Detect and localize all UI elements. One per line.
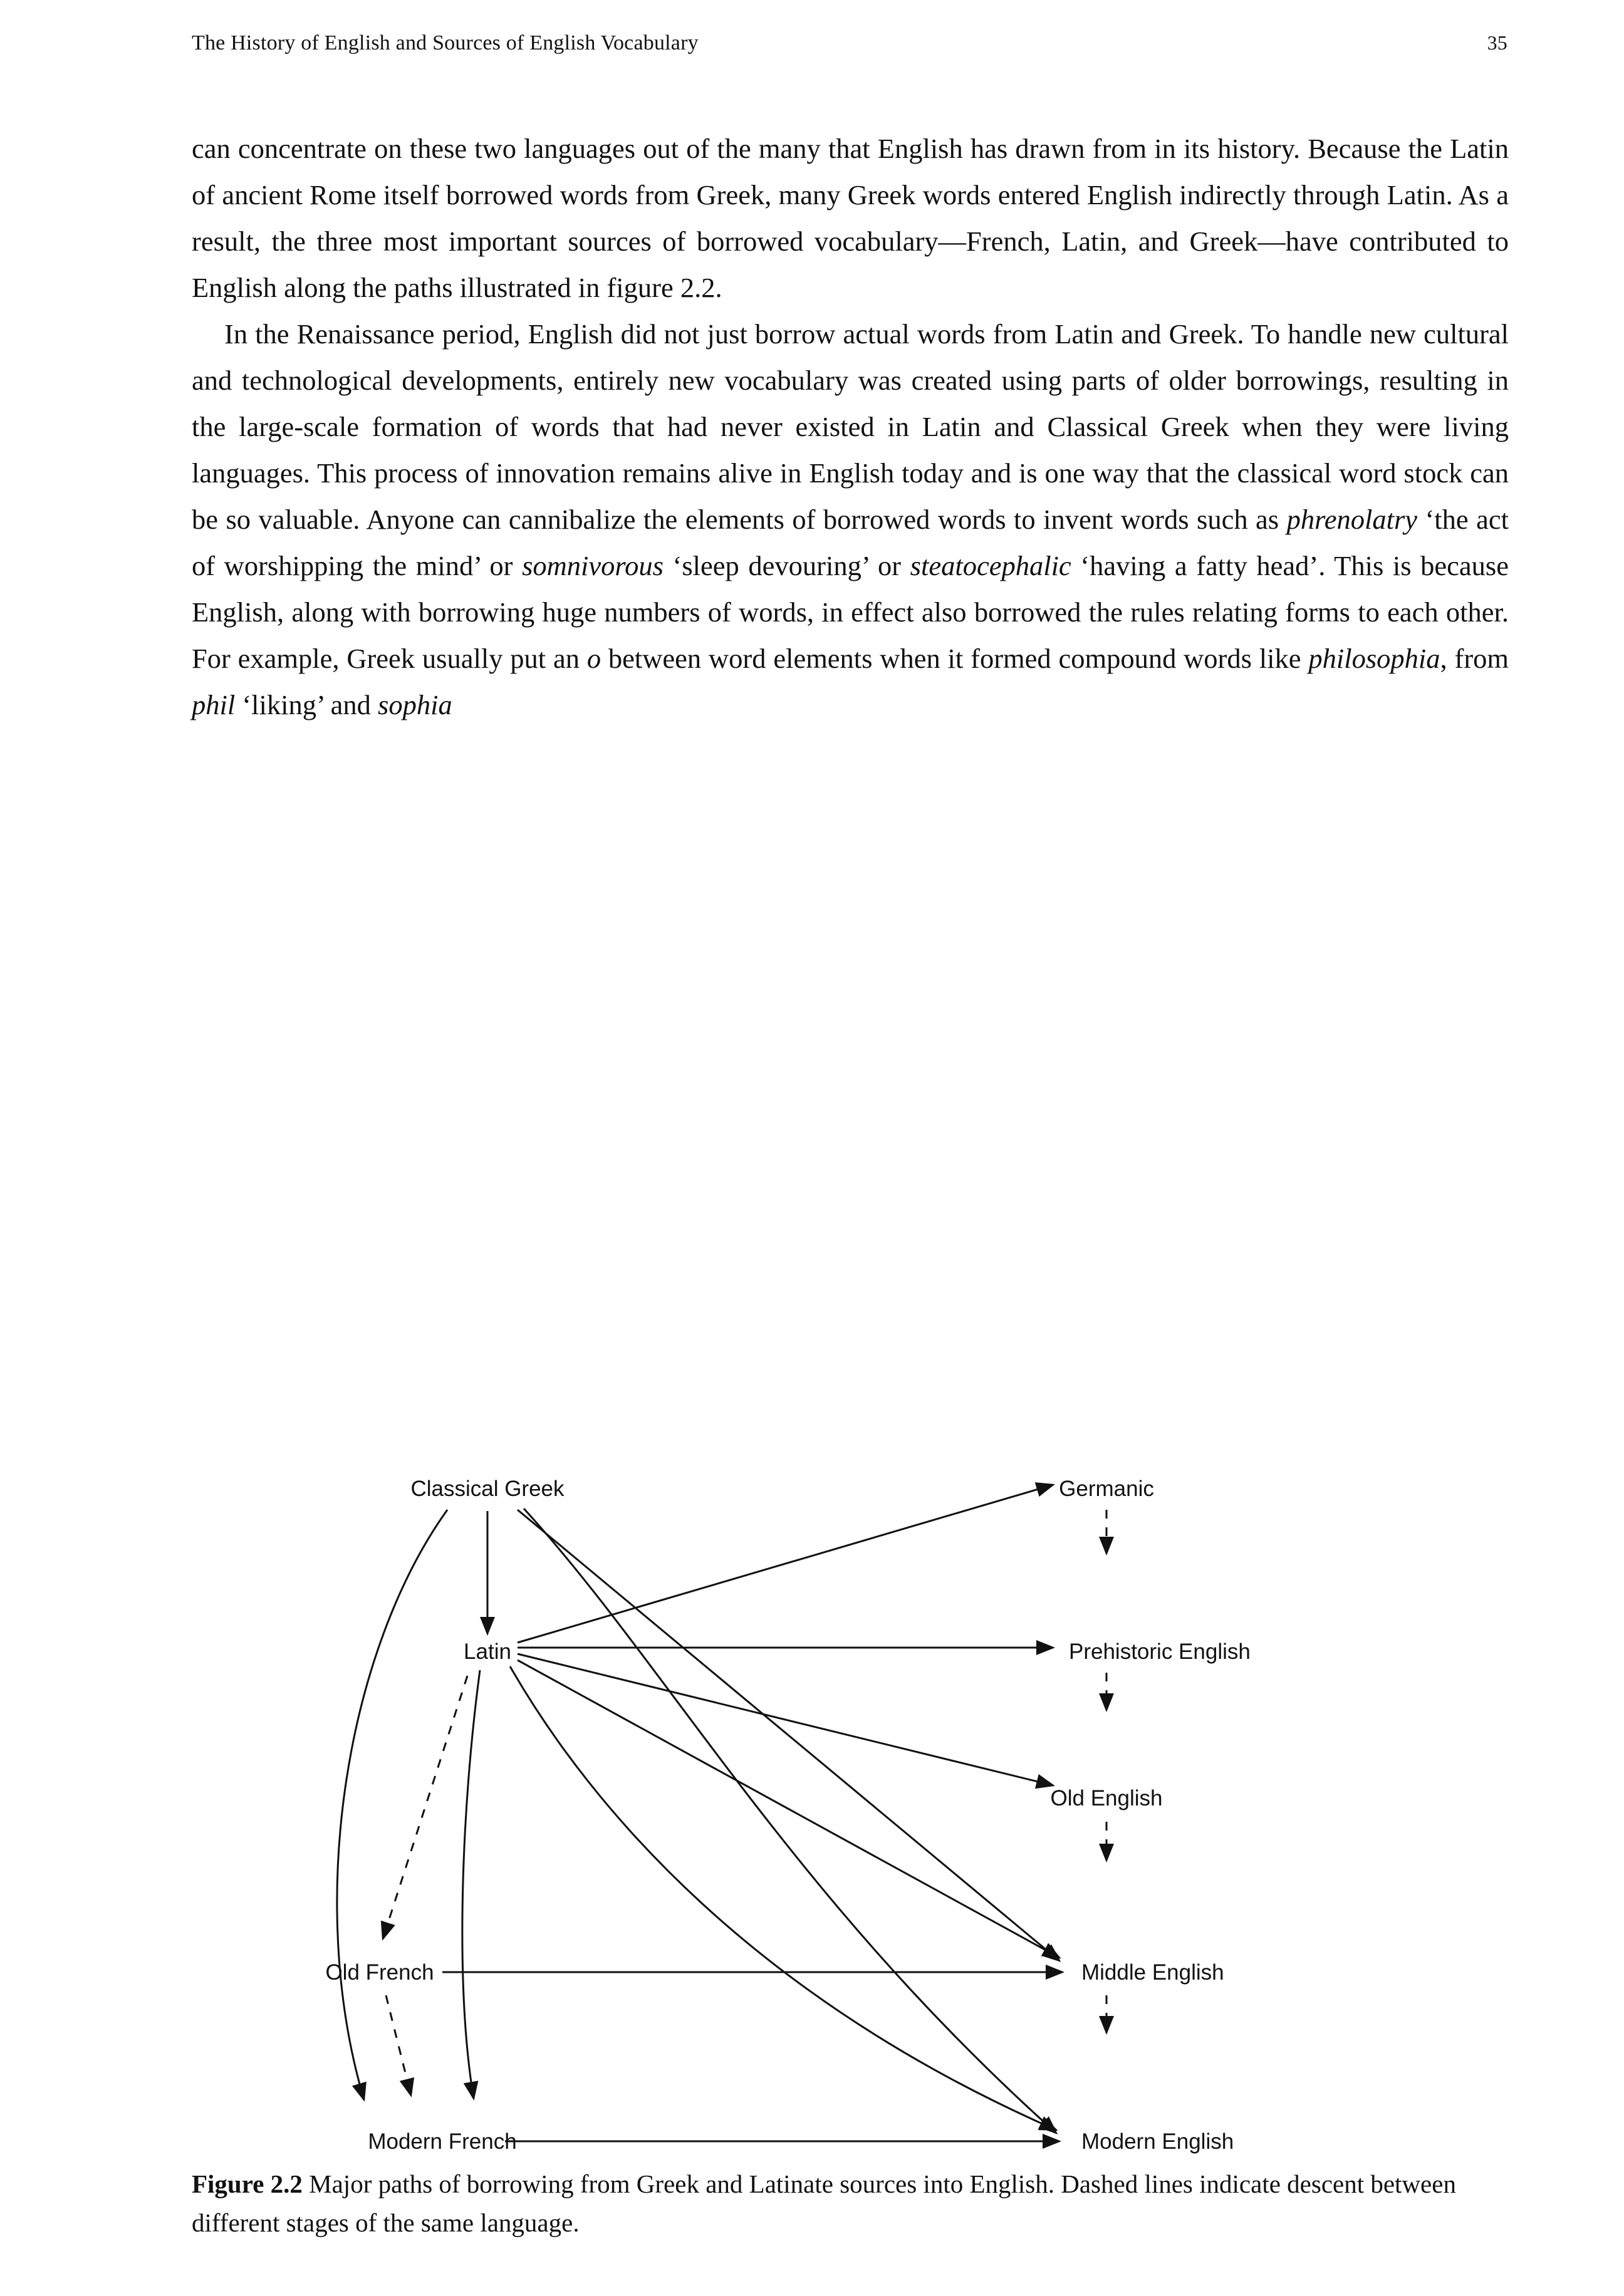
running-head-title: The History of English and Sources of English Vocabulary bbox=[192, 31, 699, 55]
node-label-middle-english: Middle English bbox=[1081, 1960, 1224, 1985]
edge-latin-to-germanic bbox=[518, 1485, 1053, 1643]
figure-diagram bbox=[192, 1460, 1509, 2168]
figure-caption-number: Figure 2.2 bbox=[192, 2169, 303, 2198]
running-head bbox=[192, 31, 1507, 55]
node-label-prehistoric-english: Prehistoric English bbox=[1069, 1639, 1251, 1664]
body-text bbox=[192, 125, 1509, 728]
edge-latin-to-old-french bbox=[383, 1676, 467, 1939]
node-label-classical-greek: Classical Greek bbox=[410, 1477, 565, 1501]
edge-latin-to-modern-english bbox=[510, 1666, 1056, 2130]
paragraph-2: In the Renaissance period, English did not just borrow actual words from Latin and Greek. To handle new cultural and technological developments, entirely new vocabulary was created using parts of older borrowings, resulting in the large-scale formation of words that had never existed in Latin and Classical Greek when they were living languages. This process of innovation remains alive in English today and is one way that the classical word stock can be so valuable. Anyone can cannibalize the elements of borrowed words to invent words such as phrenolatry ‘the act of worshipping the mind’ or somnivorous ‘sleep devouring’ or steatocephalic ‘having a fatty head’. This is because English, along with borrowing huge numbers of words, in effect also borrowed the rules relating forms to each other. For example, Greek usually put an o between word elements when it formed compound words like philosophia, from phil ‘liking’ and sophia bbox=[192, 318, 1509, 720]
edge-latin-to-modern-french bbox=[462, 1670, 480, 2099]
node-label-germanic: Germanic bbox=[1059, 1477, 1154, 1501]
edge-latin-to-middle-english bbox=[518, 1660, 1059, 1958]
edge-greek-to-middle-english bbox=[518, 1510, 1059, 1961]
node-label-latin: Latin bbox=[464, 1639, 511, 1664]
page-number: 35 bbox=[1487, 31, 1507, 54]
figure-caption-text: Major paths of borrowing from Greek and Latinate sources into English. Dashed lines indicate descent between different stages of the same language. bbox=[192, 2169, 1456, 2237]
edge-greek-to-modern-english bbox=[524, 1509, 1056, 2133]
node-label-modern-english: Modern English bbox=[1081, 2129, 1234, 2154]
edge-latin-to-old-english bbox=[518, 1654, 1053, 1785]
node-label-old-french: Old French bbox=[325, 1960, 434, 1985]
edge-greek-to-modern-french bbox=[337, 1510, 447, 2100]
figure-caption bbox=[192, 2164, 1509, 2242]
figure-2-2 bbox=[192, 1460, 1509, 2168]
paragraph-1: can concentrate on these two languages out of the many that English has drawn from in its history. Because the Latin of ancient Rome itself borrowed words from Greek, many Greek words entered English indirectly through Latin. As a result, the three most important sources of borrowed vocabulary—French, Latin, and Greek—have contributed to English along the paths illustrated in figure 2.2. bbox=[192, 133, 1509, 303]
node-label-modern-french: Modern French bbox=[368, 2129, 517, 2154]
node-label-old-english: Old English bbox=[1050, 1786, 1163, 1810]
edge-old-french-to-modern-french bbox=[386, 1995, 411, 2096]
